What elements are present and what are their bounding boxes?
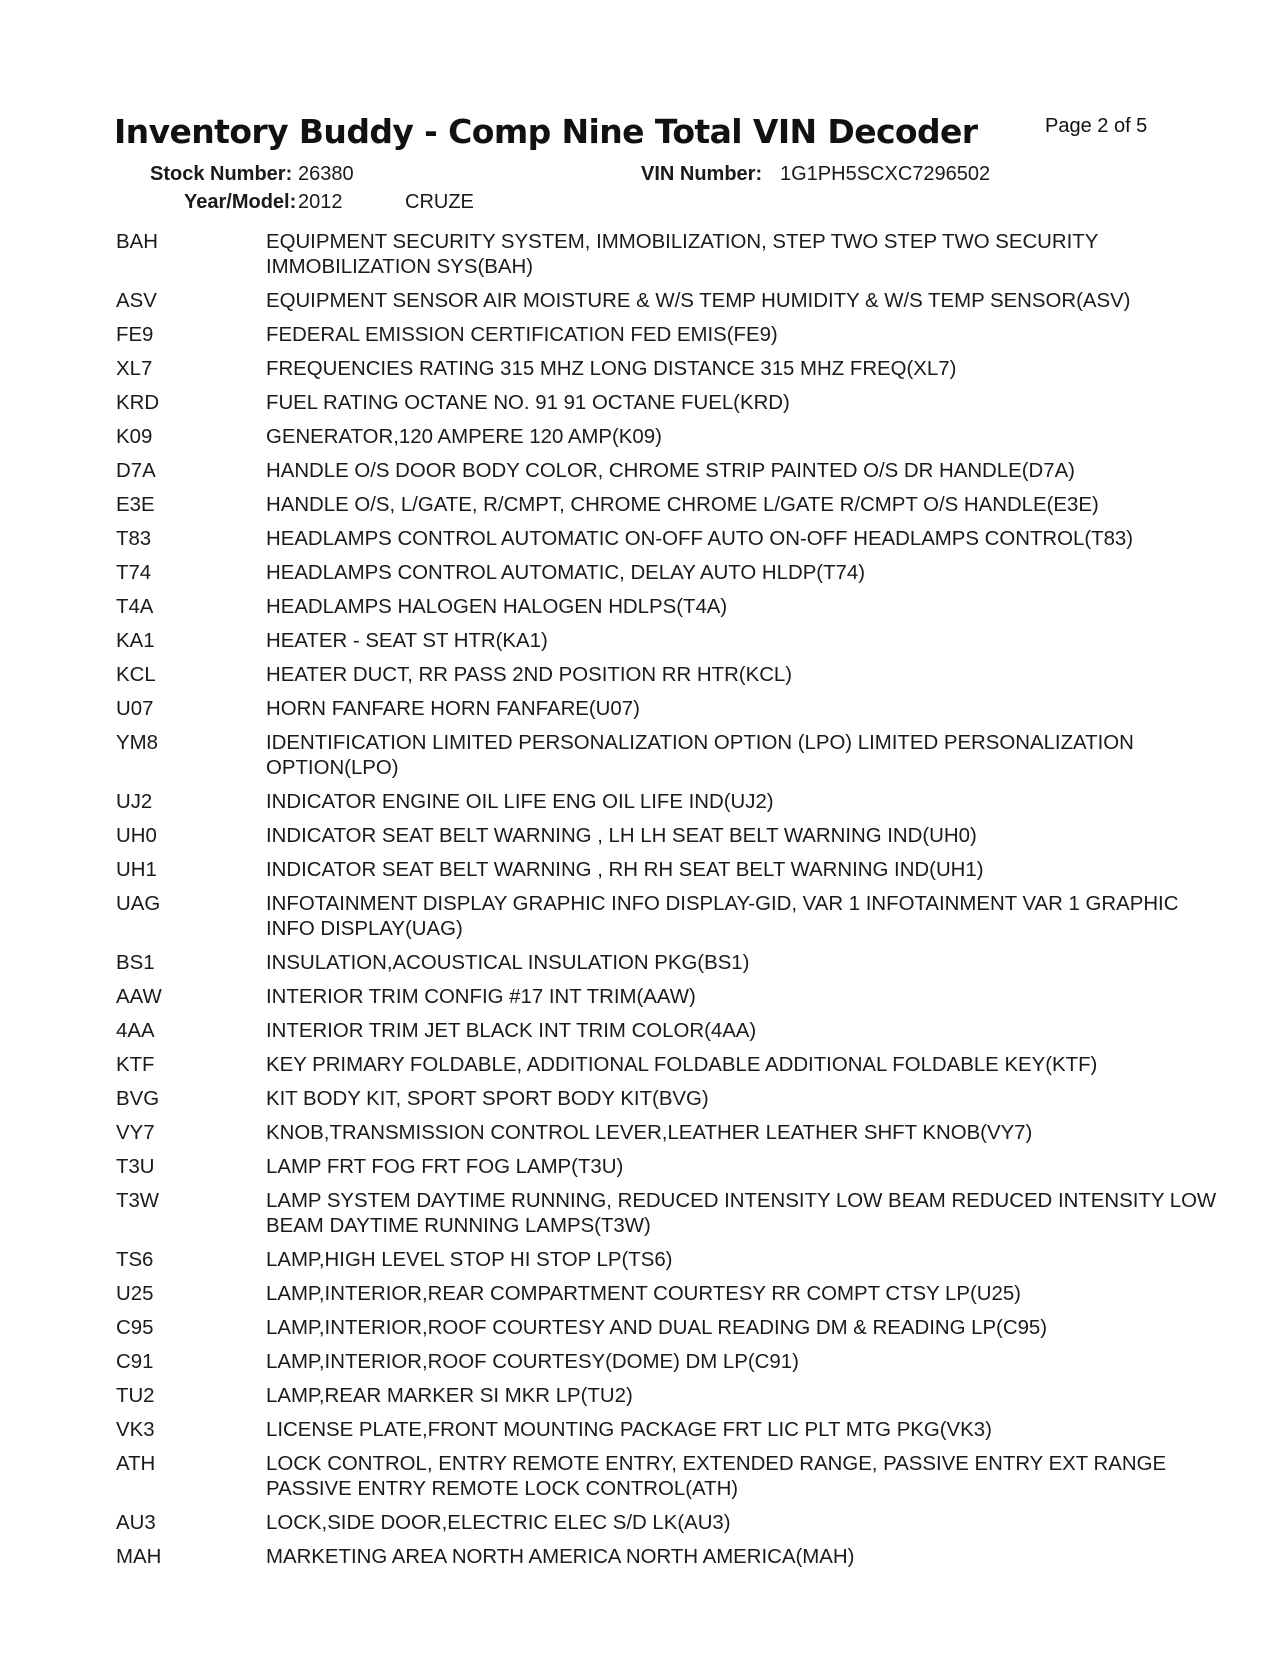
list-item xyxy=(116,1248,1226,1273)
option-code: ASV xyxy=(116,290,157,312)
option-code: C91 xyxy=(116,1351,154,1373)
option-code: VY7 xyxy=(116,1122,155,1144)
list-item xyxy=(116,391,1226,416)
list-item xyxy=(116,561,1226,586)
option-description: HEADLAMPS CONTROL AUTOMATIC, DELAY AUTO HLDP(T74) xyxy=(266,562,866,584)
option-code: U07 xyxy=(116,698,154,720)
option-code: KA1 xyxy=(116,630,155,652)
option-code: K09 xyxy=(116,426,153,448)
vin-number-value: 1G1PH5SCXC7296502 xyxy=(780,163,991,185)
list-item xyxy=(116,1053,1226,1078)
stock-number-label: Stock Number: xyxy=(150,163,293,185)
option-description: INDICATOR SEAT BELT WARNING , LH LH SEAT BELT WARNING IND(UH0) xyxy=(266,825,977,847)
list-item xyxy=(116,230,1226,280)
page-number: Page 2 of 5 xyxy=(1045,115,1148,137)
vin-number-label: VIN Number: xyxy=(641,163,763,185)
option-code: UH0 xyxy=(116,825,157,847)
list-item xyxy=(116,697,1226,722)
list-item xyxy=(116,1452,1226,1502)
option-code: UH1 xyxy=(116,859,157,881)
option-code: YM8 xyxy=(116,732,158,754)
option-description: HANDLE O/S, L/GATE, R/CMPT, CHROME CHROME L/GATE R/CMPT O/S HANDLE(E3E) xyxy=(266,494,1099,516)
option-code: XL7 xyxy=(116,358,153,380)
option-code: E3E xyxy=(116,494,155,516)
option-code: BAH xyxy=(116,231,158,253)
option-code: UAG xyxy=(116,893,161,915)
option-code: BVG xyxy=(116,1088,160,1110)
list-item xyxy=(116,357,1226,382)
list-item xyxy=(116,663,1226,688)
option-code: UJ2 xyxy=(116,791,153,813)
list-item xyxy=(116,892,1226,942)
list-item xyxy=(116,629,1226,654)
list-item xyxy=(116,289,1226,314)
list-item xyxy=(116,951,1226,976)
list-item xyxy=(116,1511,1226,1536)
option-code: BS1 xyxy=(116,952,155,974)
list-item xyxy=(116,731,1226,781)
option-code: KCL xyxy=(116,664,156,686)
year-model-label: Year/Model: xyxy=(184,191,297,213)
option-description: INDICATOR SEAT BELT WARNING , RH RH SEAT BELT WARNING IND(UH1) xyxy=(266,859,984,881)
option-code: C95 xyxy=(116,1317,154,1339)
option-code: AAW xyxy=(116,986,162,1008)
page-title: Inventory Buddy - Comp Nine Total VIN Decoder xyxy=(114,112,978,151)
option-description: LAMP,REAR MARKER SI MKR LP(TU2) xyxy=(266,1385,633,1407)
list-item xyxy=(116,323,1226,348)
option-code: T83 xyxy=(116,528,152,550)
list-item xyxy=(116,1282,1226,1307)
option-description: INTERIOR TRIM JET BLACK INT TRIM COLOR(4AA) xyxy=(266,1020,757,1042)
year-value: 2012 xyxy=(298,191,343,213)
list-item xyxy=(116,1019,1226,1044)
option-description: LOCK,SIDE DOOR,ELECTRIC ELEC S/D LK(AU3) xyxy=(266,1512,731,1534)
list-item xyxy=(116,824,1226,849)
option-code: U25 xyxy=(116,1283,154,1305)
list-item xyxy=(116,459,1226,484)
option-description: HEATER - SEAT ST HTR(KA1) xyxy=(266,630,548,652)
option-description: LAMP SYSTEM DAYTIME RUNNING, REDUCED INTENSITY LOW BEAM REDUCED INTENSITY LOW BEAM DAYTIME RUNNING LAMPS(T3W) xyxy=(266,1190,1217,1237)
option-description: FREQUENCIES RATING 315 MHZ LONG DISTANCE 315 MHZ FREQ(XL7) xyxy=(266,358,957,380)
option-code: ATH xyxy=(116,1453,156,1475)
option-code: D7A xyxy=(116,460,156,482)
option-code: 4AA xyxy=(116,1020,155,1042)
list-item xyxy=(116,527,1226,552)
option-code: TS6 xyxy=(116,1249,154,1271)
option-description: HORN FANFARE HORN FANFARE(U07) xyxy=(266,698,640,720)
list-item xyxy=(116,1545,1226,1570)
list-item xyxy=(116,1121,1226,1146)
option-code: KTF xyxy=(116,1054,155,1076)
list-item xyxy=(116,1350,1226,1375)
option-description: FUEL RATING OCTANE NO. 91 91 OCTANE FUEL(KRD) xyxy=(266,392,790,414)
option-description: LAMP,INTERIOR,REAR COMPARTMENT COURTESY RR COMPT CTSY LP(U25) xyxy=(266,1283,1021,1305)
option-description: LAMP,INTERIOR,ROOF COURTESY(DOME) DM LP(C91) xyxy=(266,1351,799,1373)
option-description: GENERATOR,120 AMPERE 120 AMP(K09) xyxy=(266,426,662,448)
option-code: TU2 xyxy=(116,1385,155,1407)
list-item xyxy=(116,595,1226,620)
option-description: EQUIPMENT SECURITY SYSTEM, IMMOBILIZATION, STEP TWO STEP TWO SECURITY IMMOBILIZATION SYS(BAH) xyxy=(266,231,1098,278)
option-description: FEDERAL EMISSION CERTIFICATION FED EMIS(FE9) xyxy=(266,324,778,346)
list-item xyxy=(116,858,1226,883)
option-description: MARKETING AREA NORTH AMERICA NORTH AMERICA(MAH) xyxy=(266,1546,855,1568)
option-description: LICENSE PLATE,FRONT MOUNTING PACKAGE FRT LIC PLT MTG PKG(VK3) xyxy=(266,1419,992,1441)
option-description: HANDLE O/S DOOR BODY COLOR, CHROME STRIP PAINTED O/S DR HANDLE(D7A) xyxy=(266,460,1075,482)
list-item xyxy=(116,790,1226,815)
option-description: INFOTAINMENT DISPLAY GRAPHIC INFO DISPLAY-GID, VAR 1 INFOTAINMENT VAR 1 GRAPHIC INFO DISPLAY(UAG) xyxy=(266,893,1179,940)
option-code: VK3 xyxy=(116,1419,155,1441)
option-description: IDENTIFICATION LIMITED PERSONALIZATION OPTION (LPO) LIMITED PERSONALIZATION OPTION(LPO) xyxy=(266,732,1134,779)
option-description: EQUIPMENT SENSOR AIR MOISTURE & W/S TEMP HUMIDITY & W/S TEMP SENSOR(ASV) xyxy=(266,290,1131,312)
list-item xyxy=(116,1316,1226,1341)
option-code: MAH xyxy=(116,1546,162,1568)
option-description: INTERIOR TRIM CONFIG #17 INT TRIM(AAW) xyxy=(266,986,696,1008)
option-description: KEY PRIMARY FOLDABLE, ADDITIONAL FOLDABLE ADDITIONAL FOLDABLE KEY(KTF) xyxy=(266,1054,1098,1076)
option-code: T74 xyxy=(116,562,152,584)
list-item xyxy=(116,1087,1226,1112)
list-item xyxy=(116,1155,1226,1180)
option-code: AU3 xyxy=(116,1512,156,1534)
option-code: FE9 xyxy=(116,324,154,346)
option-description: LAMP,HIGH LEVEL STOP HI STOP LP(TS6) xyxy=(266,1249,673,1271)
model-value: CRUZE xyxy=(405,191,474,213)
option-description: INDICATOR ENGINE OIL LIFE ENG OIL LIFE IND(UJ2) xyxy=(266,791,774,813)
stock-number-value: 26380 xyxy=(298,163,354,185)
list-item xyxy=(116,1189,1226,1239)
option-description: LOCK CONTROL, ENTRY REMOTE ENTRY, EXTENDED RANGE, PASSIVE ENTRY EXT RANGE PASSIVE ENTRY REMOTE LOCK CONTROL(ATH) xyxy=(266,1453,1167,1500)
option-description: LAMP,INTERIOR,ROOF COURTESY AND DUAL READING DM & READING LP(C95) xyxy=(266,1317,1048,1339)
option-code: KRD xyxy=(116,392,160,414)
option-description: KIT BODY KIT, SPORT SPORT BODY KIT(BVG) xyxy=(266,1088,709,1110)
option-description: LAMP FRT FOG FRT FOG LAMP(T3U) xyxy=(266,1156,624,1178)
option-code: T4A xyxy=(116,596,154,618)
list-item xyxy=(116,1418,1226,1443)
option-description: HEATER DUCT, RR PASS 2ND POSITION RR HTR(KCL) xyxy=(266,664,793,686)
option-description: HEADLAMPS CONTROL AUTOMATIC ON-OFF AUTO ON-OFF HEADLAMPS CONTROL(T83) xyxy=(266,528,1134,550)
list-item xyxy=(116,1384,1226,1409)
option-code-list xyxy=(116,230,1226,1579)
option-description: INSULATION,ACOUSTICAL INSULATION PKG(BS1) xyxy=(266,952,750,974)
list-item xyxy=(116,493,1226,518)
list-item xyxy=(116,985,1226,1010)
list-item xyxy=(116,425,1226,450)
option-description: KNOB,TRANSMISSION CONTROL LEVER,LEATHER LEATHER SHFT KNOB(VY7) xyxy=(266,1122,1033,1144)
option-code: T3W xyxy=(116,1190,160,1212)
option-description: HEADLAMPS HALOGEN HALOGEN HDLPS(T4A) xyxy=(266,596,728,618)
option-code: T3U xyxy=(116,1156,155,1178)
